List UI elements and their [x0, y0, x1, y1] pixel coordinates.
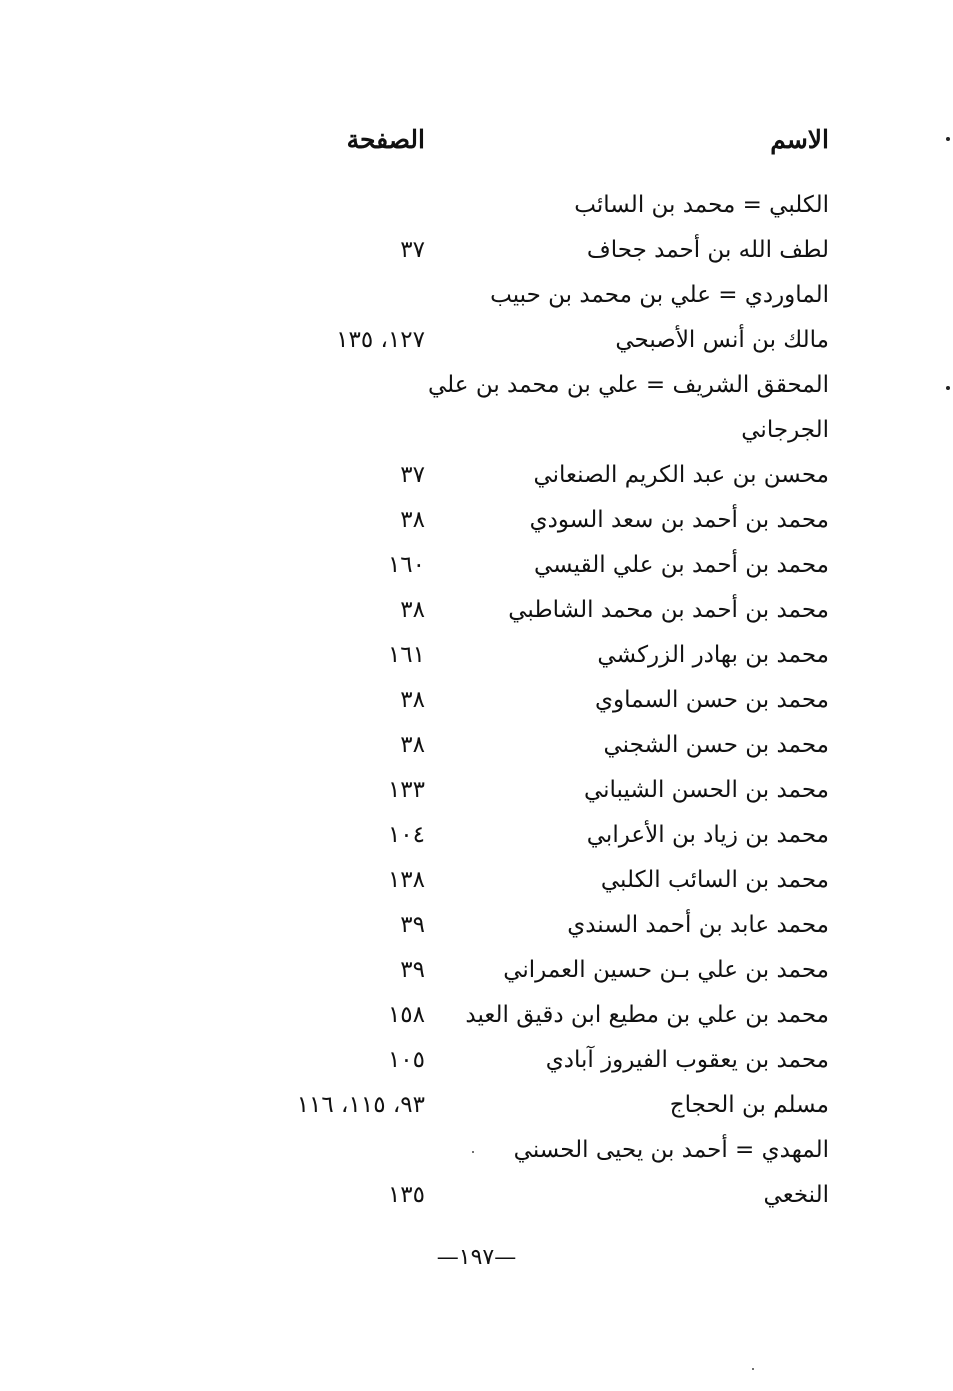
entry-pages: ١٣٥ — [387, 1182, 425, 1208]
index-entry — [0, 186, 953, 231]
page-number: —١٩٧— — [436, 1245, 517, 1270]
margin-speck — [472, 1151, 474, 1153]
entry-name: محمد بن يعقوب الفيروز آبادي — [545, 1047, 829, 1073]
index-entry — [0, 1041, 953, 1086]
index-entry — [0, 906, 953, 951]
entry-pages: ٣٨ — [400, 732, 425, 758]
index-entry — [0, 861, 953, 906]
entry-pages: ١٦٠ — [387, 552, 425, 578]
entry-name: محمد بن أحمد بن محمد الشاطبي — [508, 597, 829, 623]
index-entry — [0, 1086, 953, 1131]
entry-name: محمد بن زياد بن الأعرابي — [586, 822, 829, 848]
entry-pages: ١٥٨ — [387, 1002, 425, 1028]
entry-name: محمد بن حسن الشجني — [603, 732, 829, 758]
index-entry — [0, 726, 953, 771]
margin-speck — [946, 137, 950, 141]
index-entries — [0, 186, 953, 1221]
entry-name: لطف الله بن أحمد جحاف — [586, 237, 829, 263]
index-entry — [0, 321, 953, 366]
column-header-page: الصفحة — [346, 125, 425, 154]
entry-name: الجرجاني — [741, 417, 829, 443]
entry-pages: ٩٣، ١١٥، ١١٦ — [296, 1092, 425, 1118]
index-entry — [0, 456, 953, 501]
margin-speck — [946, 386, 950, 390]
entry-name: المحقق الشريف = علي بن محمد بن علي — [428, 372, 829, 398]
entry-name: محمد بن علي بن مطيع ابن دقيق العيد — [465, 1002, 829, 1028]
entry-name: الماوردي = علي بن محمد بن حبيب — [490, 282, 829, 308]
index-entry — [0, 1131, 953, 1176]
entry-name: محمد بن الحسن الشيباني — [583, 777, 829, 803]
entry-name: المهدي = أحمد بن يحيى الحسني — [513, 1137, 829, 1163]
entry-name: محمد بن علي بـن حسين العمراني — [503, 957, 829, 983]
entry-pages: ٣٨ — [400, 597, 425, 623]
column-header-name: الاسم — [770, 125, 829, 154]
index-entry — [0, 366, 953, 411]
margin-speck — [752, 1368, 754, 1370]
entry-name: مالك بن أنس الأصبحي — [615, 327, 829, 353]
entry-pages: ٣٧ — [400, 237, 425, 263]
index-entry — [0, 996, 953, 1041]
index-entry — [0, 816, 953, 861]
entry-pages: ١٢٧، ١٣٥ — [336, 327, 425, 353]
index-entry — [0, 411, 953, 456]
index-entry — [0, 681, 953, 726]
entry-name: محمد بن أحمد بن سعد السودي — [529, 507, 829, 533]
entry-pages: ٣٩ — [400, 957, 425, 983]
entry-pages: ٣٨ — [400, 687, 425, 713]
entry-pages: ١٦١ — [387, 642, 425, 668]
entry-name: محمد عابد بن أحمد السندي — [567, 912, 829, 938]
entry-name: محسن بن عبد الكريم الصنعاني — [533, 462, 829, 488]
index-entry — [0, 771, 953, 816]
entry-name: محمد بن السائب الكلبي — [600, 867, 829, 893]
entry-pages: ١٣٨ — [387, 867, 425, 893]
entry-pages: ١٠٥ — [387, 1047, 425, 1073]
entry-pages: ٣٨ — [400, 507, 425, 533]
index-entry — [0, 591, 953, 636]
index-entry — [0, 1176, 953, 1221]
index-entry — [0, 546, 953, 591]
entry-pages: ٣٩ — [400, 912, 425, 938]
index-entry — [0, 231, 953, 276]
entry-name: محمد بن بهادر الزركشي — [597, 642, 829, 668]
entry-name: محمد بن أحمد بن علي القيسي — [533, 552, 829, 578]
entry-pages: ٣٧ — [400, 462, 425, 488]
index-entry — [0, 951, 953, 996]
entry-pages: ١٣٣ — [387, 777, 425, 803]
index-entry — [0, 276, 953, 321]
entry-name: محمد بن حسن السماوي — [595, 687, 829, 713]
entry-name: الكلبي = محمد بن السائب — [574, 192, 829, 218]
index-entry — [0, 501, 953, 546]
entry-pages: ١٠٤ — [387, 822, 425, 848]
entry-name: النخعي — [763, 1182, 829, 1208]
entry-name: مسلم بن الحجاج — [669, 1092, 829, 1118]
index-entry — [0, 636, 953, 681]
